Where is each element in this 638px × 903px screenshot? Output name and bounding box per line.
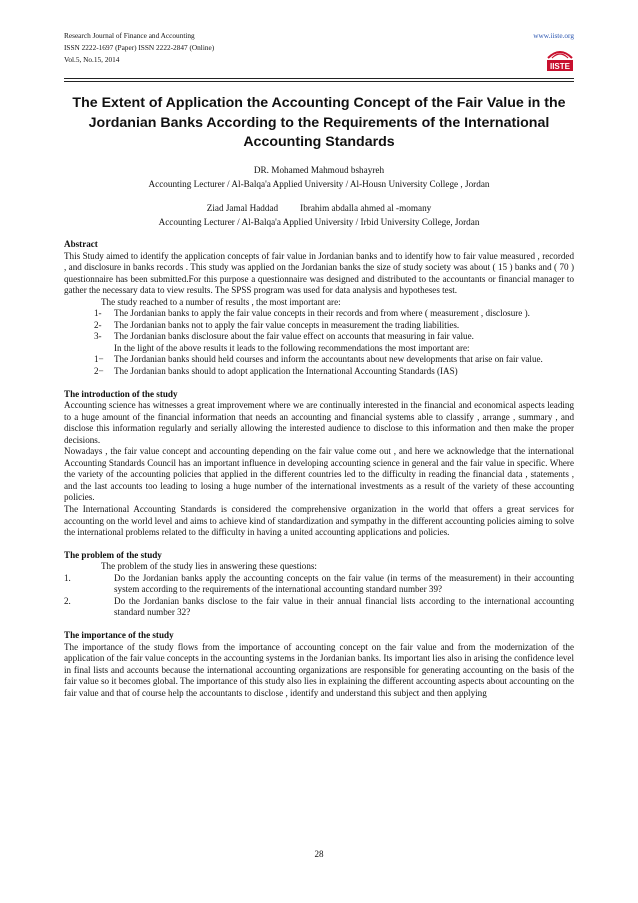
- paper-title: The Extent of Application the Accounting Concept of the Fair Value in the Jordanian Banks According to the Requirements of the International Accounting Standards: [72, 95, 566, 150]
- header-rule: [64, 78, 574, 79]
- iiste-logo: [545, 44, 575, 74]
- author-1-affiliation: Accounting Lecturer / Al-Balqa'a Applied University / Al-Housn University College , Jordan: [148, 179, 490, 189]
- issn-line: ISSN 2222-1697 (Paper) ISSN 2222-2847 (Online): [64, 43, 215, 52]
- paper-body: [64, 239, 574, 699]
- header-rule-2: [64, 81, 574, 82]
- introduction-paragraph: The International Accounting Standards is considered the comprehensive organization in the world that offers a great services for accounting on the world level and aims to achieve kind of standardization and sympathy in the different accounting policies aiming to solve the international problems related to the difficulty in having a united accounting applications and policies.: [64, 504, 574, 538]
- list-item: 2− The Jordanian banks should to adopt application the International Accounting Standards (IAS): [94, 366, 458, 377]
- introduction-paragraph: Nowadays , the fair value concept and accounting depending on the fair value come out , and here we acknowledge that the international Accounting Standards Council has an important influence in developing accounting science in general and the fair value in specific. Where the variety of the accounting policies that applied in the different countries led to the difficulty in reading the financial data , statements , and the last accounts too leading to losing a huge number of the international investments as a result of the variety of these accounting policies.: [64, 446, 574, 503]
- introduction-heading: The introduction of the study: [64, 388, 178, 399]
- problem-intro: The problem of the study lies in answering these questions:: [101, 561, 317, 572]
- results-intro: The study reached to a number of results , the most important are:: [101, 296, 341, 307]
- journal-name: Research Journal of Finance and Accounting: [64, 31, 195, 40]
- problem-heading: The problem of the study: [64, 549, 162, 560]
- abstract-paragraph: This Study aimed to identify the application concepts of fair value in Jordanian banks and to identify how to fair value measured , recorded , and disclosure in banks records . This study was applied on the Jordanian banks the size of study society was about ( 15 ) banks and ( 70 ) questionnaire has been submitted.For this purpose a questionnaire was designed and distributed to the accountants or financial manager to gather the necessary data to view results. The SPSS program was used for data analysis and hypotheses test.: [64, 250, 574, 296]
- page-number: 28: [314, 849, 324, 859]
- importance-paragraph: The importance of the study flows from the importance of accounting concept on the fair value and from the modernization of the application of the fair value concepts in the accounting systems in the Jordanian banks. Its important lies also in arising the confidence level in final lists and accounts because the international accounting organizations are responsible for generating accounting on the basis of the fair value so it becomes global. The importance of this study also lies in explaining the different accounting aspects about accounting on the fair value and that of course help the accountants to disclose , identify and understand this subject and then applying: [64, 641, 574, 698]
- introduction-paragraph: Accounting science has witnesses a great improvement where we are continually interested in the financial and economical aspects leading to a huge amount of the financial information that needs an accounting and financial systems able to classify , arrange , summary , and disclose this information regularly and serially allowing the interested audience to disclose to this information and then make the proper decisions.: [64, 400, 574, 445]
- journal-header: [64, 30, 574, 66]
- abstract-heading: Abstract: [64, 239, 98, 249]
- volume-line: Vol.5, No.15, 2014: [64, 55, 120, 64]
- author-1-name: DR. Mohamed Mahmoud bshayreh: [253, 165, 385, 175]
- svg-text:IISTE: IISTE: [549, 62, 571, 71]
- journal-website-link[interactable]: www.iiste.org: [533, 31, 574, 40]
- list-item: 1. Do the Jordanian banks apply the accounting concepts on the fair value (in terms of the measurement) in their accounting system according to the requirements of the international accounting standard number 39?: [64, 572, 574, 595]
- list-item: 2- The Jordanian banks not to apply the fair value concepts in measurement the trading liabilities.: [94, 319, 460, 330]
- recommendations-intro: In the light of the above results it leads to the following recommendations the most important are:: [114, 342, 470, 353]
- author-2-name: Ziad Jamal Haddad: [206, 203, 279, 213]
- list-item: 3- The Jordanian banks disclosure about the fair value effect on accounts that measuring in fair value.: [94, 331, 474, 342]
- importance-heading: The importance of the study: [64, 629, 174, 640]
- authors-2-3-names: [64, 202, 574, 215]
- list-item: 2. Do the Jordanian banks disclose to the fair value in their annual financial lists according to the international accounting standard number 32?: [64, 595, 574, 618]
- author-3-name: Ibrahim abdalla ahmed al -momany: [300, 203, 432, 213]
- list-item: 1− The Jordanian banks should held courses and inform the accountants about new developments that arise on fair value.: [94, 354, 543, 365]
- authors-2-3-affiliation: Accounting Lecturer / Al-Balqa'a Applied University / Irbid University College, Jordan: [158, 217, 480, 227]
- list-item: 1- The Jordanian banks to apply the fair value concepts in their records and from where ( measurement , disclosure ).: [94, 308, 530, 319]
